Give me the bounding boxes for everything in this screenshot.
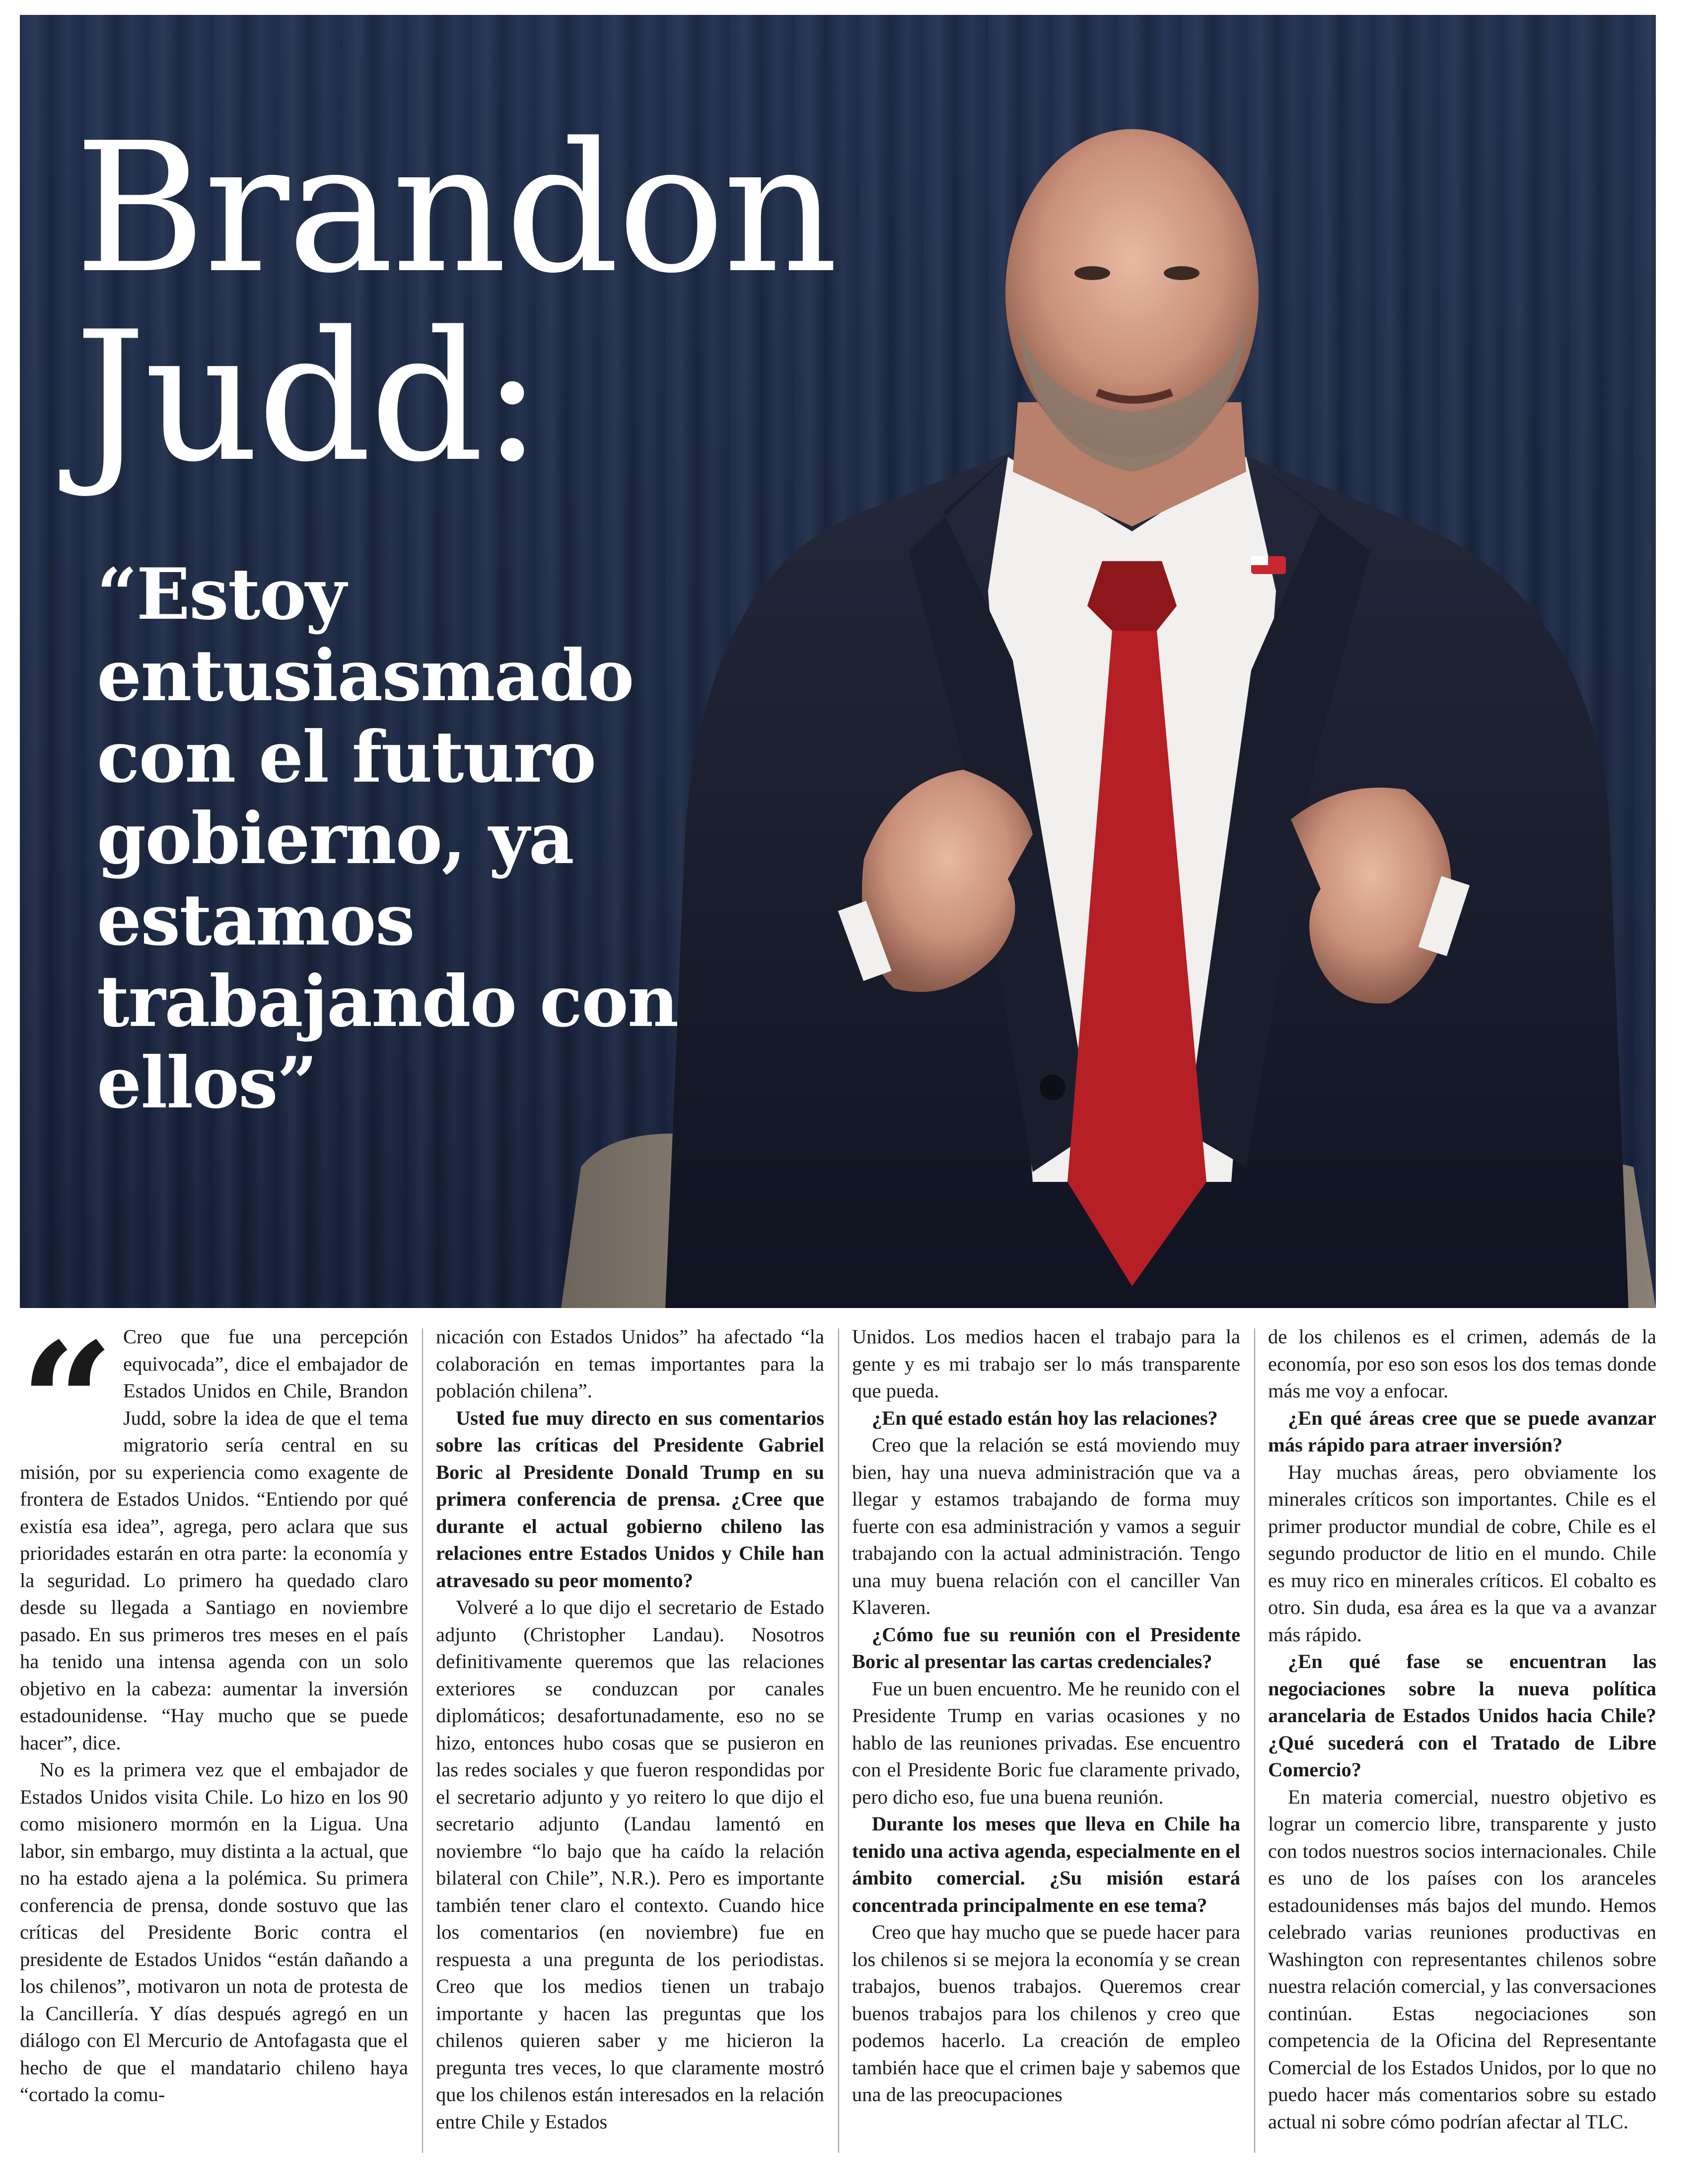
interview-question: ¿En qué fase se encuentran las negociaciones sobre la nueva política arancelaria de Estados Unidos hacia Chile? ¿Qué sucederá con el Tratado de Libre Comercio?: [1268, 1650, 1656, 1781]
article-column-1: [20, 1323, 408, 2163]
headline-name: Brandon Judd:: [74, 104, 837, 501]
headline-quote: “Estoy entusiasmado con el futuro gobierno, ya estamos trabajando con ellos”: [97, 553, 678, 1124]
column-divider: [838, 1328, 839, 2153]
article-column-2: [436, 1323, 824, 2163]
paragraph: Volveré a lo que dijo el secretario de Estado adjunto (Christopher Landau). Nosotros definitivamente queremos que las relaciones exteriores se conduzcan por canales diplomáticos; desafortunadamente, eso no se hizo, entonces hubo cosas que se pusieron en las redes sociales y que fueron respondidas por el secretario adjunto y yo reitero lo que dijo el secretario adjunto (Landau lamentó en noviembre “lo bajo que ha caído la relación bilateral con Chile”, N.R.). Pero es importante también tener claro el contexto. Cuando hice los comentarios (en noviembre) fue en respuesta a una pregunta de los periodistas. Creo que los medios tienen un trabajo importante y hacen las preguntas que los chilenos quieren saber y me hicieron la pregunta tres veces, lo que claramente mostró que los chilenos están interesados en la relación entre Chile y Estados: [436, 1596, 824, 2133]
paragraph: En materia comercial, nuestro objetivo es lograr un comercio libre, transparente y justo con todos nuestros socios internacionales. Chile es uno de los países con los aranceles estadounidenses más bajos del mundo. Hemos celebrado varias reuniones productivas en Washington con representantes chilenos sobre nuestra relación comercial, y las conversaciones continúan. Estas negociaciones son competencia de la Oficina del Representante Comercial de los Estados Unidos, por lo que no puedo hacer más comentarios sobre su estado actual ni sobre cómo podrían afectar al TLC.: [1268, 1785, 1656, 2133]
paragraph: Fue un buen encuentro. Me he reunido con el Presidente Trump en varias ocasiones y no hablo de las reuniones privadas. Ese encuentro con el Presidente Boric fue claramente privado, pero dicho eso, fue una buena reunión.: [852, 1677, 1240, 1808]
paragraph: No es la primera vez que el embajador de Estados Unidos visita Chile. Lo hizo en los 90 como misionero mormón en la Ligua. Una labor, sin embargo, muy distinta a la actual, que no ha estado ajena a la polémica. Su primera conferencia de prensa, donde sostuvo que las críticas del Presidente Boric contra el presidente de Estados Unidos “están dañando a los chilenos”, motivaron un nota de protesta de la Cancillería. Y días después agregó en un diálogo con El Mercurio de Antofagasta que el hecho de que el mandatario chileno haya “cortado la comu-: [20, 1758, 408, 2106]
article-body: [20, 1323, 1656, 2163]
paragraph: nicación con Estados Unidos” ha afectado “la colaboración en temas importantes para la población chilena”.: [436, 1325, 824, 1402]
article-column-4: [1268, 1323, 1656, 2163]
interview-question: Durante los meses que lleva en Chile ha tenido una activa agenda, especialmente en el ámbito comercial. ¿Su misión estará concentrada principalmente en ese tema?: [852, 1813, 1240, 1916]
column-divider: [422, 1328, 423, 2153]
interview-question: Usted fue muy directo en sus comentarios sobre las críticas del Presidente Gabriel Boric al Presidente Donald Trump en su primera conferencia de prensa. ¿Cree que durante el actual gobierno chileno las relaciones entre Estados Unidos y Chile han atravesado su peor momento?: [436, 1406, 824, 1592]
article-column-3: [852, 1323, 1240, 2163]
paragraph: Hay muchas áreas, pero obviamente los minerales críticos son importantes. Chile es el primer productor mundial de cobre, Chile es el segundo productor de litio en el mundo. Chile es muy rico en minerales críticos. El cobalto es otro. Sin duda, esa área es la que va a avanzar más rápido.: [1268, 1460, 1656, 1646]
paragraph: Creo que hay mucho que se puede hacer para los chilenos si se mejora la economía y se crean trabajos, buenos trabajos. Queremos crear buenos trabajos para los chilenos y creo que podemos hacerlo. La creación de empleo también hace que el crimen baje y sabemos que una de las preocupaciones: [852, 1921, 1240, 2106]
hero-photo: [20, 15, 1656, 1308]
interview-question: ¿En qué estado están hoy las relaciones?: [872, 1406, 1218, 1429]
drop-quote-mark: “: [20, 1323, 114, 1499]
paragraph: Creo que fue una percepción equivocada”, dice el embajador de Estados Unidos en Chile, Brandon Judd, sobre la idea de que el tema migratorio sería central en su misión, por su experiencia como exagente de frontera de Estados Unidos. “Entiendo por qué existía esa idea”, agrega, pero aclara que sus prioridades estarán en otra parte: la economía y la seguridad. Lo primero ha quedado claro desde su llegada a Santiago en noviembre pasado. En sus primeros tres meses en el país ha tenido una intensa agenda con un solo objetivo en la cabeza: aumentar la inversión estadounidense. “Hay mucho que se puede hacer”, dice.: [20, 1325, 408, 1754]
interview-question: ¿Cómo fue su reunión con el Presidente Boric al presentar las cartas credenciales?: [852, 1623, 1240, 1673]
paragraph: Unidos. Los medios hacen el trabajo para la gente y es mi trabajo ser lo más transparente que pueda.: [852, 1325, 1240, 1402]
paragraph: Creo que la relación se está moviendo muy bien, hay una nueva administración que va a llegar y estamos trabajando de forma muy fuerte con esa administración y vamos a seguir trabajando con la actual administración. Tengo una muy buena relación con el canciller Van Klaveren.: [852, 1434, 1240, 1618]
jacket-button: [1040, 1075, 1065, 1100]
column-divider: [1254, 1328, 1255, 2153]
interview-question: ¿En qué áreas cree que se puede avanzar más rápido para atraer inversión?: [1268, 1406, 1656, 1456]
paragraph: de los chilenos es el crimen, además de la economía, por eso son esos los dos temas donde más me voy a enfocar.: [1268, 1325, 1656, 1402]
